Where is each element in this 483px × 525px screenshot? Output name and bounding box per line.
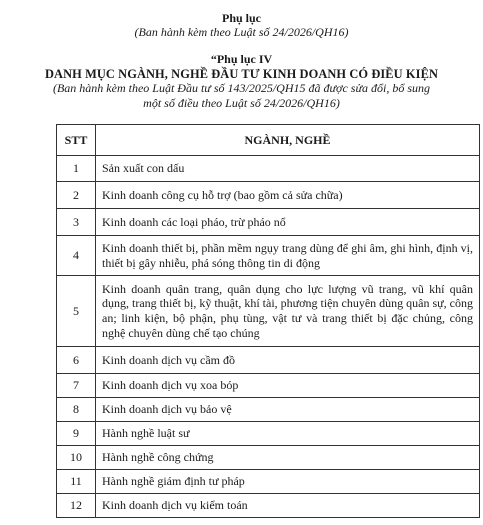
table-row (57, 209, 480, 236)
table-header-row (57, 125, 480, 156)
appendix-title: Phụ lục (221, 11, 261, 25)
row-number: 8 (57, 398, 96, 422)
business-lines-table (56, 124, 480, 518)
row-business-line: Hành nghề giám định tư pháp (96, 470, 480, 494)
row-business-line: Hành nghề luật sư (96, 422, 480, 446)
table-row (57, 494, 480, 518)
table-row (57, 374, 480, 398)
table-row (57, 347, 480, 374)
source-note-line-2: một số điều theo Luật số 24/2026/QH16) (143, 96, 340, 110)
row-number: 11 (57, 470, 96, 494)
column-header-stt: STT (57, 125, 96, 156)
list-title: DANH MỤC NGÀNH, NGHỀ ĐẦU TƯ KINH DOANH CÓ ĐIỀU KIỆN (44, 67, 438, 81)
row-number: 5 (57, 276, 96, 347)
table-row (57, 398, 480, 422)
row-number: 6 (57, 347, 96, 374)
table-row (57, 276, 480, 347)
table-row (57, 446, 480, 470)
row-business-line: Sản xuất con dấu (96, 156, 480, 182)
row-business-line: Kinh doanh quân trang, quân dụng cho lực lượng vũ trang, vũ khí quân dụng, trang thiết bị, kỹ thuật, khí tài, phương tiện chuyên dùng quân sự, công an; linh kiện, bộ phận, phụ tùng, vật tư và trang thiết bị đặc chủng, công nghệ chuyên dùng chế tạo chúng (96, 276, 480, 347)
row-number: 7 (57, 374, 96, 398)
row-business-line: Kinh doanh công cụ hỗ trợ (bao gồm cả sửa chữa) (96, 182, 480, 209)
issued-with-note: (Ban hành kèm theo Luật số 24/2026/QH16) (134, 25, 349, 39)
row-number: 2 (57, 182, 96, 209)
row-number: 9 (57, 422, 96, 446)
row-business-line: Kinh doanh các loại pháo, trừ pháo nổ (96, 209, 480, 236)
row-number: 12 (57, 494, 96, 518)
table-row (57, 470, 480, 494)
source-note-line-1: (Ban hành kèm theo Luật Đầu tư số 143/2025/QH15 đã được sửa đổi, bổ sung (52, 81, 431, 95)
table-row (57, 422, 480, 446)
row-number: 10 (57, 446, 96, 470)
row-number: 3 (57, 209, 96, 236)
row-number: 4 (57, 236, 96, 276)
row-business-line: Kinh doanh dịch vụ cầm đồ (96, 347, 480, 374)
table-row (57, 236, 480, 276)
row-business-line: Kinh doanh dịch vụ kiểm toán (96, 494, 480, 518)
table-row (57, 156, 480, 182)
table-row (57, 182, 480, 209)
row-business-line: Kinh doanh dịch vụ xoa bóp (96, 374, 480, 398)
row-business-line: Kinh doanh dịch vụ bảo vệ (96, 398, 480, 422)
column-header-name: NGÀNH, NGHỀ (96, 125, 480, 156)
row-business-line: Kinh doanh thiết bị, phần mềm ngụy trang dùng để ghi âm, ghi hình, định vị, thiết bị gây nhiễu, phá sóng thông tin di động (96, 236, 480, 276)
annex-label: “Phụ lục IV (210, 52, 273, 66)
row-number: 1 (57, 156, 96, 182)
row-business-line: Hành nghề công chứng (96, 446, 480, 470)
